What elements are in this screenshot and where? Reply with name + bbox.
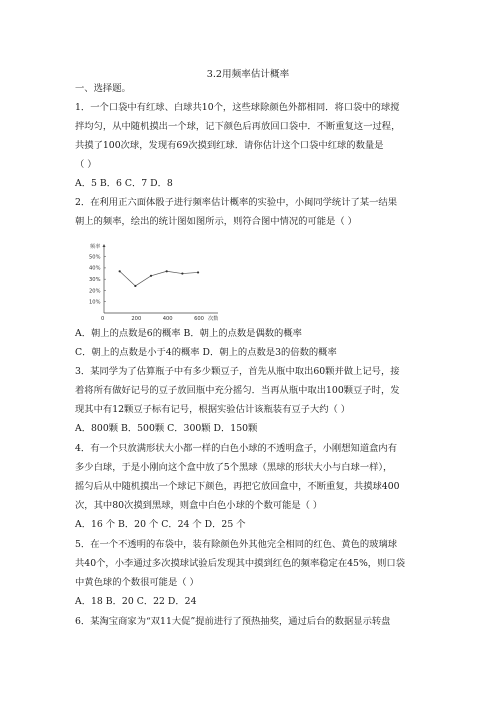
q2-options-2: C．朝上的点数是小于4的概率 D．朝上的点数是3的倍数的概率: [75, 347, 337, 358]
q1-line-3: 共摸了100次球，发现有69次摸到红球．请你估计这个口袋中红球的数量是: [75, 140, 384, 151]
y-tick-label: 30%: [89, 276, 101, 283]
y-tick-label: 50%: [89, 254, 101, 261]
y-tick-label: 10%: [89, 299, 101, 306]
q4-line-3: 摇匀后从中随机摸出一个球记下颜色，再把它放回盒中，不断重复，共摸球400: [75, 481, 400, 492]
y-tick-label: 20%: [89, 288, 101, 295]
x-axis-label: 次数: [208, 316, 218, 322]
q1-line-2: 拌均匀，从中随机摸出一个球，记下颜色后再放回口袋中．不断重复这一过程，: [75, 121, 401, 132]
data-point: [197, 271, 199, 273]
data-point: [150, 275, 152, 277]
x-tick-label: 600: [194, 316, 204, 322]
q4-line-4: 次，其中80次摸到黑球，则盒中白色小球的个数可能是（ ）: [75, 500, 323, 511]
q4-line-2: 多少白球，于是小刚向这个盒中放了5个黑球（黑球的形状大小与白球一样），: [75, 462, 393, 473]
q6-line-1: 6．某淘宝商家为“双11大促”提前进行了预热抽奖，通过后台的数据显示转盘: [75, 616, 391, 627]
q4-options: A．16 个 B．20 个 C．24 个 D．25 个: [75, 519, 246, 530]
q1-line-4: （ ）: [75, 159, 97, 170]
q1-options: A．5 B．6 C．7 D．8: [75, 178, 173, 189]
q3-line-3: 现其中有12颗豆子标有记号，根据实验估计该瓶装有豆子大约（ ）: [75, 404, 351, 415]
q4-line-1: 4．有一个只放满形状大小都一样的白色小球的不透明盒子，小刚想知道盒内有: [75, 443, 398, 454]
x-tick-label: 200: [131, 316, 142, 322]
frequency-series-line: [120, 271, 198, 286]
page-title: 3.2用频率估计概率: [206, 69, 290, 80]
frequency-line-chart: [88, 241, 218, 323]
data-point: [166, 270, 168, 272]
x-tick-label: 0: [101, 316, 105, 322]
q5-line-2: 共40个，小李通过多次摸球试验后发现其中摸到红色的频率稳定在45%，则口袋: [75, 558, 405, 569]
y-axis-arrow: [103, 244, 106, 247]
q2-line-1: 2．在利用正六面体骰子进行频率估计概率的实验中，小闽同学统计了某一结果: [75, 197, 398, 208]
data-point: [119, 270, 121, 272]
q5-line-3: 中黄色球的个数很可能是（ ）: [75, 577, 199, 588]
q1-line-1: 1．一个口袋中有红球、白球共10个，这些球除颜色外都相同．将口袋中的球搅: [75, 102, 400, 113]
y-axis-label: 频率: [90, 244, 101, 250]
q5-options: A．18 B．20 C．22 D．24: [75, 596, 197, 607]
data-point: [181, 272, 183, 274]
q3-line-1: 3．某同学为了估算瓶子中有多少颗豆子，首先从瓶中取出60颗并做上记号，接: [75, 366, 400, 377]
section-heading: 一、选择题。: [75, 83, 131, 94]
q3-line-2: 着将所有做好记号的豆子放回瓶中充分摇匀．当再从瓶中取出100颗豆子时，发: [75, 385, 400, 396]
q5-line-1: 5．在一个不透明的布袋中，装有除颜色外其他完全相同的红色、黄色的玻璃球: [75, 539, 398, 550]
x-tick-label: 400: [162, 316, 173, 322]
q2-options-1: A．朝上的点数是6的概率 B．朝上的点数是偶数的概率: [75, 328, 302, 339]
q2-line-2: 朝上的频率，绘出的统计图如图所示，则符合图中情况的可能是（ ）: [75, 216, 357, 227]
q3-options: A．800颗 B．500颗 C．300颗 D．150颗: [75, 423, 258, 434]
data-point: [134, 285, 136, 287]
y-tick-label: 40%: [89, 265, 101, 272]
